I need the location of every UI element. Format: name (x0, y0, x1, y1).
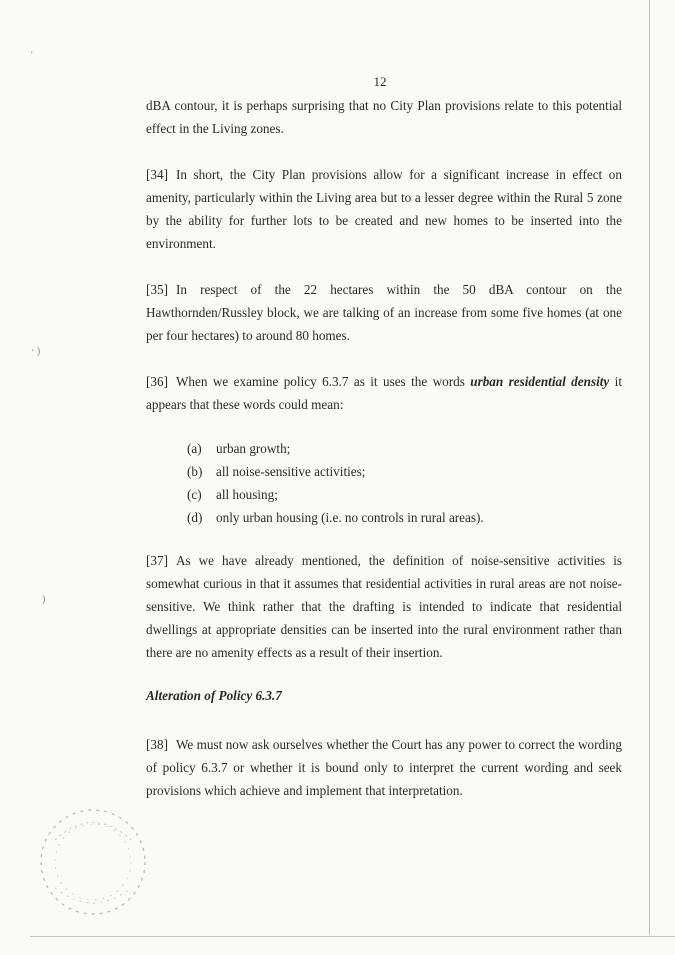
list-text: all noise-sensitive activities; (216, 464, 366, 479)
list-text: urban growth; (216, 441, 291, 456)
paragraph-37 (146, 549, 622, 664)
meaning-list (187, 437, 587, 529)
scan-mark: · ) (31, 346, 41, 357)
paragraph-number: [36] (146, 374, 168, 389)
page-bottom-border (30, 936, 675, 937)
paragraph-text: In respect of the 22 hectares within the 50 dBA contour on the Hawthornden/Russley block, we are talking of an increase from some five homes (at one per four hectares) to around 80 homes. (146, 282, 622, 343)
paragraph-number: [37] (146, 553, 168, 568)
list-item (187, 506, 587, 529)
list-item (187, 483, 587, 506)
paragraph-36 (146, 370, 622, 416)
paragraph-38 (146, 733, 622, 802)
section-heading: Alteration of Policy 6.3.7 (146, 688, 282, 703)
page-number: 12 (373, 74, 387, 89)
paragraph-text: it appears that these words could mean: (146, 374, 622, 412)
emphasis-text: urban residential density (470, 374, 610, 389)
list-label: (a) (187, 441, 202, 456)
list-label: (d) (187, 510, 203, 525)
faded-seal-stamp (25, 800, 155, 925)
scan-speck: · (30, 48, 34, 59)
scan-mark: ) (42, 594, 46, 605)
list-text: only urban housing (i.e. no controls in rural areas). (216, 510, 484, 525)
paragraph-text: dBA contour, it is perhaps surprising that no City Plan provisions relate to this potential effect in the Living zones. (146, 98, 622, 136)
paragraph-text: We must now ask ourselves whether the Court has any power to correct the wording of policy 6.3.7 or whether it is bound only to interpret the current wording and seek provisions which achieve and implement that interpretation. (146, 737, 622, 798)
list-label: (b) (187, 464, 203, 479)
paragraph-number: [34] (146, 167, 168, 182)
paragraph-35 (146, 278, 622, 347)
paragraph-number: [35] (146, 282, 168, 297)
paragraph-number: [38] (146, 737, 168, 752)
list-label: (c) (187, 487, 202, 502)
list-item (187, 437, 587, 460)
list-text: all housing; (216, 487, 278, 502)
paragraph-34 (146, 163, 622, 255)
list-item (187, 460, 587, 483)
continuation-paragraph (146, 94, 622, 140)
paragraph-text: When we examine policy 6.3.7 as it uses the words (175, 374, 465, 389)
paragraph-text: In short, the City Plan provisions allow for a significant increase in effect on amenity, particularly within the Living area but to a lesser degree within the Rural 5 zone by the ability for further lots to be created and new homes to be inserted into the environment. (146, 167, 622, 251)
paragraph-text: As we have already mentioned, the definition of noise-sensitive activities is somewhat curious in that it assumes that residential activities in rural areas are not noise-sensitive. We think rather that the drafting is intended to indicate that residential dwellings at appropriate densities can be inserted into the rural environment rather than there are no amenity effects as a result of their insertion. (146, 553, 622, 660)
page-right-border (649, 0, 650, 935)
